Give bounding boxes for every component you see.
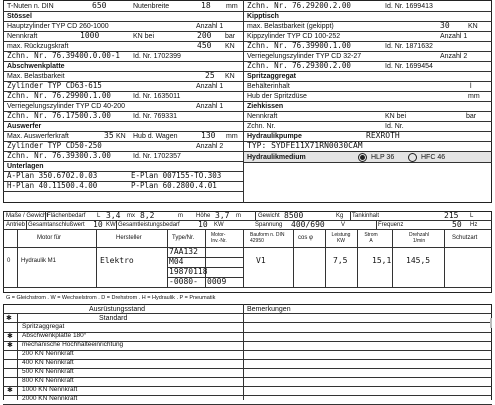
zchn4-label: Zchn. Nr. 76.39300.3.00 xyxy=(7,151,111,160)
hub-wagen-unit: mm xyxy=(226,133,238,140)
nennkraft-bar: bar xyxy=(225,33,236,40)
medium-radio-hfc xyxy=(408,153,417,162)
zchn2-label: Zchn. Nr. 76.29900.1.00 xyxy=(7,91,111,100)
r-verriegel-label: Verriegelungszylinder TYP CD 32-27 xyxy=(247,53,362,60)
equip-header-left: Ausrüstungsstand xyxy=(89,306,146,313)
motor-h-type: Type/Nr. xyxy=(172,235,195,241)
rueckzug-unit: KN xyxy=(225,43,235,50)
hauptzylinder-label: Hauptzylinder TYP CD 260-1000 xyxy=(7,23,109,30)
specs-v: V xyxy=(341,222,346,228)
specs-tank-value: 215 xyxy=(444,211,459,220)
section-ziehkissen: Ziehkissen xyxy=(247,103,284,110)
motor-row-drehzahl: 145,5 xyxy=(406,256,431,265)
motor-row-type4b: 0009 xyxy=(207,277,227,286)
section-unterlagen: Unterlagen xyxy=(7,163,44,170)
r-zchn0-id: Id. Nr. 1699413 xyxy=(385,3,433,10)
equip-subheader: Standard xyxy=(99,315,128,322)
specs-hz: Hz xyxy=(470,222,478,228)
section-stoessel: Stössel xyxy=(7,13,32,20)
specs-gewicht-label: Gewicht xyxy=(258,213,280,219)
specs-sp-label: Spannung xyxy=(255,222,283,228)
specs-l-label: L xyxy=(97,213,101,219)
zyl-cd63-anzahl: Anzahl 1 xyxy=(196,83,224,90)
motor-h-cos: cos φ xyxy=(298,235,313,241)
nennkraft-value: 1000 xyxy=(80,31,100,40)
kippzyl-anzahl: Anzahl 1 xyxy=(440,33,468,40)
specs-tank-unit: L xyxy=(470,213,474,219)
r-zchn0-label: Zchn. Nr. 76.29200.2.00 xyxy=(247,1,351,10)
r-nennkraft-label: Nennkraft xyxy=(247,113,278,120)
nennkraft-unit: KN bei xyxy=(133,33,155,40)
r-zchn2-id: Id. Nr. 1699454 xyxy=(385,63,433,70)
specs-mass-label: Maße / Gewicht xyxy=(6,213,49,219)
hydraulikpumpe-value: REXROTH xyxy=(366,131,400,140)
equip-item-mark: ✱ xyxy=(7,387,13,394)
motor-h-bauform: Bauform n. DIN 42950 xyxy=(250,232,285,244)
equip-row-rule xyxy=(3,359,492,360)
equip-item-text: Abschwenkplatte 180° xyxy=(22,332,87,339)
equip-item-mark: ✱ xyxy=(7,342,13,349)
specs-h-value: 3,7 xyxy=(215,211,230,220)
nennkraft-pressure: 200 xyxy=(197,31,212,40)
section-auswerfer: Auswerfer xyxy=(7,123,42,130)
motor-row-type4: -0080- xyxy=(169,277,198,286)
r-zchn2-label: Zchn. Nr. 76.29300.2.00 xyxy=(247,61,351,70)
equip-item-text: mechanische Hochhalteeinrichtung xyxy=(22,341,124,348)
eplan-label: E-Plan 007155-TO.303 xyxy=(131,171,222,180)
zchn1-label: Zchn. Nr. 76.39400.0.00-1 xyxy=(7,51,120,60)
nutenbreite-unit: mm xyxy=(226,3,238,10)
specs-mx: mx xyxy=(127,213,135,219)
motor-row-hersteller: Elektro xyxy=(100,256,134,265)
aplan-label: A-Plan 350.6702.0.03 xyxy=(7,171,98,180)
zchn1-id: Id. Nr. 1702399 xyxy=(133,53,181,60)
motor-row-type3: 19870118 xyxy=(169,267,208,276)
specs-fr-label: Frequenz xyxy=(378,222,404,228)
max-belast-value: 25 xyxy=(205,71,215,80)
zchn3-id: Id. Nr. 769331 xyxy=(133,113,177,120)
specs-gewicht-value: 8500 xyxy=(284,211,304,220)
r-zchn3-id: Id. Nr. xyxy=(385,123,404,130)
equip-item-text: 400 KN Nennkraft xyxy=(22,359,74,366)
specs-gl-label: Gesamtleistungsbedarf xyxy=(118,222,180,228)
behaelter-unit: l xyxy=(470,83,472,90)
r-nennkraft-unit: KN bei xyxy=(385,113,407,120)
specs-tank-label: Tankinhalt xyxy=(352,213,380,219)
section-spritzaggregat: Spritzaggregat xyxy=(247,73,297,80)
hub-wagen-label: Hub d. Wagen xyxy=(133,133,178,140)
hub-duese-unit: mm xyxy=(468,93,480,100)
motor-h-strom: Strom A xyxy=(364,232,378,244)
motor-legend: G = Gleichstrom . W = Wechselstrom . D = Drehstrom . H = Hydraulik . P = Pneumatik xyxy=(6,295,216,301)
zchn4-id: Id. Nr. 1702357 xyxy=(133,153,181,160)
equip-item-text: Spritzaggregat xyxy=(22,323,65,330)
specs-ges-label: Gesamtanschlußwert xyxy=(28,222,85,228)
motor-row-type1: 7AA132 xyxy=(169,247,198,256)
specs-gl-unit: KW xyxy=(214,222,224,228)
r-verriegel-anzahl: Anzahl 2 xyxy=(440,53,468,60)
motor-row-type2: M04 xyxy=(169,257,184,266)
max-belast-unit: KN xyxy=(225,73,235,80)
hydraulikpumpe-label: Hydraulikpumpe xyxy=(247,133,302,140)
medium-label: Hydraulikmedium xyxy=(247,154,306,161)
motor-h-motor: Motor für xyxy=(37,235,62,241)
equip-row-rule xyxy=(3,368,492,369)
zyl-cd50-label: Zylinder TYP CD50-250 xyxy=(7,141,102,150)
pplan-label: P-Plan 60.2800.4.01 xyxy=(131,181,217,190)
hplan-label: H-Plan 40.11500.4.00 xyxy=(7,181,98,190)
specs-hoehe-label: Höhe xyxy=(196,213,211,219)
hauptzylinder-anzahl: Anzahl 1 xyxy=(196,23,224,30)
medium-radio-hlp-dot xyxy=(360,155,365,160)
motor-row-bauform: V1 xyxy=(256,256,266,265)
section-abschwenkplatte: Abschwenkplatte xyxy=(7,63,65,70)
zchn2-id: Id. Nr. 1635011 xyxy=(133,93,181,100)
hub-duese-label: Hub der Spritzdüse xyxy=(247,93,307,100)
r-zchn1-id: Id. Nr. 1871632 xyxy=(385,43,433,50)
equip-item-text: 800 KN Nennkraft xyxy=(22,377,74,384)
motor-row-strom: 15,1 xyxy=(372,256,392,265)
rueckzug-value: 450 xyxy=(197,41,212,50)
zyl-cd50-anzahl: Anzahl 2 xyxy=(196,143,224,150)
specs-flaeche-label: Flächenbedarf xyxy=(47,213,86,219)
max-belast-label: Max. Belastbarkeit xyxy=(7,73,65,80)
auswerf-value: 35 xyxy=(104,131,114,140)
behaelter-label: Behälterinhalt xyxy=(247,83,290,90)
r-nennkraft-bar: bar xyxy=(466,113,477,120)
equip-header-right: Bemerkungen xyxy=(247,306,291,313)
equip-item-text: 2000 KN Nennkraft xyxy=(22,395,78,402)
motor-h-drehzahl: Drehzahl 1/min xyxy=(408,232,429,244)
zyl-cd63-label: Zylinder TYP CD63-615 xyxy=(7,81,102,90)
specs-l-value: 3,4 xyxy=(106,211,121,220)
auswerf-label: Max. Auswerferkraft xyxy=(7,133,69,140)
equip-star-header: ✱ xyxy=(6,315,12,322)
specs-antrieb-label: Antrieb xyxy=(6,222,26,228)
nennkraft-label: Nennkraft xyxy=(7,33,38,40)
medium-opt1-label: HLP 36 xyxy=(371,154,395,161)
medium-opt2-label: HFC 46 xyxy=(421,154,446,161)
r-max-belast-value: 30 xyxy=(440,21,450,30)
specs-m1: m xyxy=(178,213,183,219)
equip-row-rule xyxy=(3,377,492,378)
equip-item-text: 500 KN Nennkraft xyxy=(22,368,74,375)
specs-ges-value: 10 xyxy=(93,220,103,229)
auswerf-unit: KN xyxy=(116,133,126,140)
nutenbreite-value: 18 xyxy=(201,1,211,10)
pumpe-typ: TYP: SYDFE11X71RN0030CAM xyxy=(247,141,363,150)
r-max-belast-unit: KN xyxy=(468,23,478,30)
motor-row-g: 0 xyxy=(7,258,11,264)
r-zchn1-label: Zchn. Nr. 76.39900.1.00 xyxy=(247,41,351,50)
motor-h-schutzart: Schutzart xyxy=(452,235,478,241)
t-nuten-label: T-Nuten n. DIN xyxy=(7,3,54,10)
specs-sp-value: 400/690 xyxy=(291,220,325,229)
verriegel-anzahl: Anzahl 1 xyxy=(196,103,224,110)
motor-h-inv: Motor-Inv.-Nr. xyxy=(211,232,227,244)
motor-h-leistung: Leistung KW xyxy=(331,232,351,244)
motor-h-hersteller: Hersteller xyxy=(116,235,142,241)
specs-ges-unit: KW xyxy=(106,222,116,228)
zchn3-label: Zchn. Nr. 76.17500.3.00 xyxy=(7,111,111,120)
specs-fr-value: 50 xyxy=(452,220,462,229)
hub-wagen-value: 130 xyxy=(201,131,216,140)
equip-item-text: 200 KN Nennkraft xyxy=(22,350,74,357)
nutenbreite-label: Nutenbreite xyxy=(133,3,170,10)
kippzyl-label: Kippzylinder TYP CD 100-252 xyxy=(247,33,341,40)
page-edge-mark xyxy=(490,318,492,328)
r-max-belast-label: max. Belastbarkeit (gekippt) xyxy=(247,23,334,30)
t-nuten-value: 650 xyxy=(92,1,107,10)
equip-item-text: 1000 KN Nennkraft xyxy=(22,386,78,393)
specs-b-value: 8,2 xyxy=(140,211,155,220)
verriegel-label: Verriegelungszylinder TYP CD 40-200 xyxy=(7,103,126,110)
specs-gl-value: 10 xyxy=(198,220,208,229)
motor-row-leistung: 7,5 xyxy=(333,256,348,265)
equip-item-mark: ✱ xyxy=(7,333,13,340)
section-kipptisch: Kipptisch xyxy=(247,13,279,20)
equip-row-rule xyxy=(3,350,492,351)
rueckzug-label: max. Rückzugskraft xyxy=(7,43,69,50)
r-zchn3-label: Zchn. Nr. xyxy=(247,123,276,130)
motor-row-motor: Hydraulik M1 xyxy=(21,258,57,264)
specs-m2: m xyxy=(236,213,241,219)
specs-kg: Kg xyxy=(336,213,344,219)
